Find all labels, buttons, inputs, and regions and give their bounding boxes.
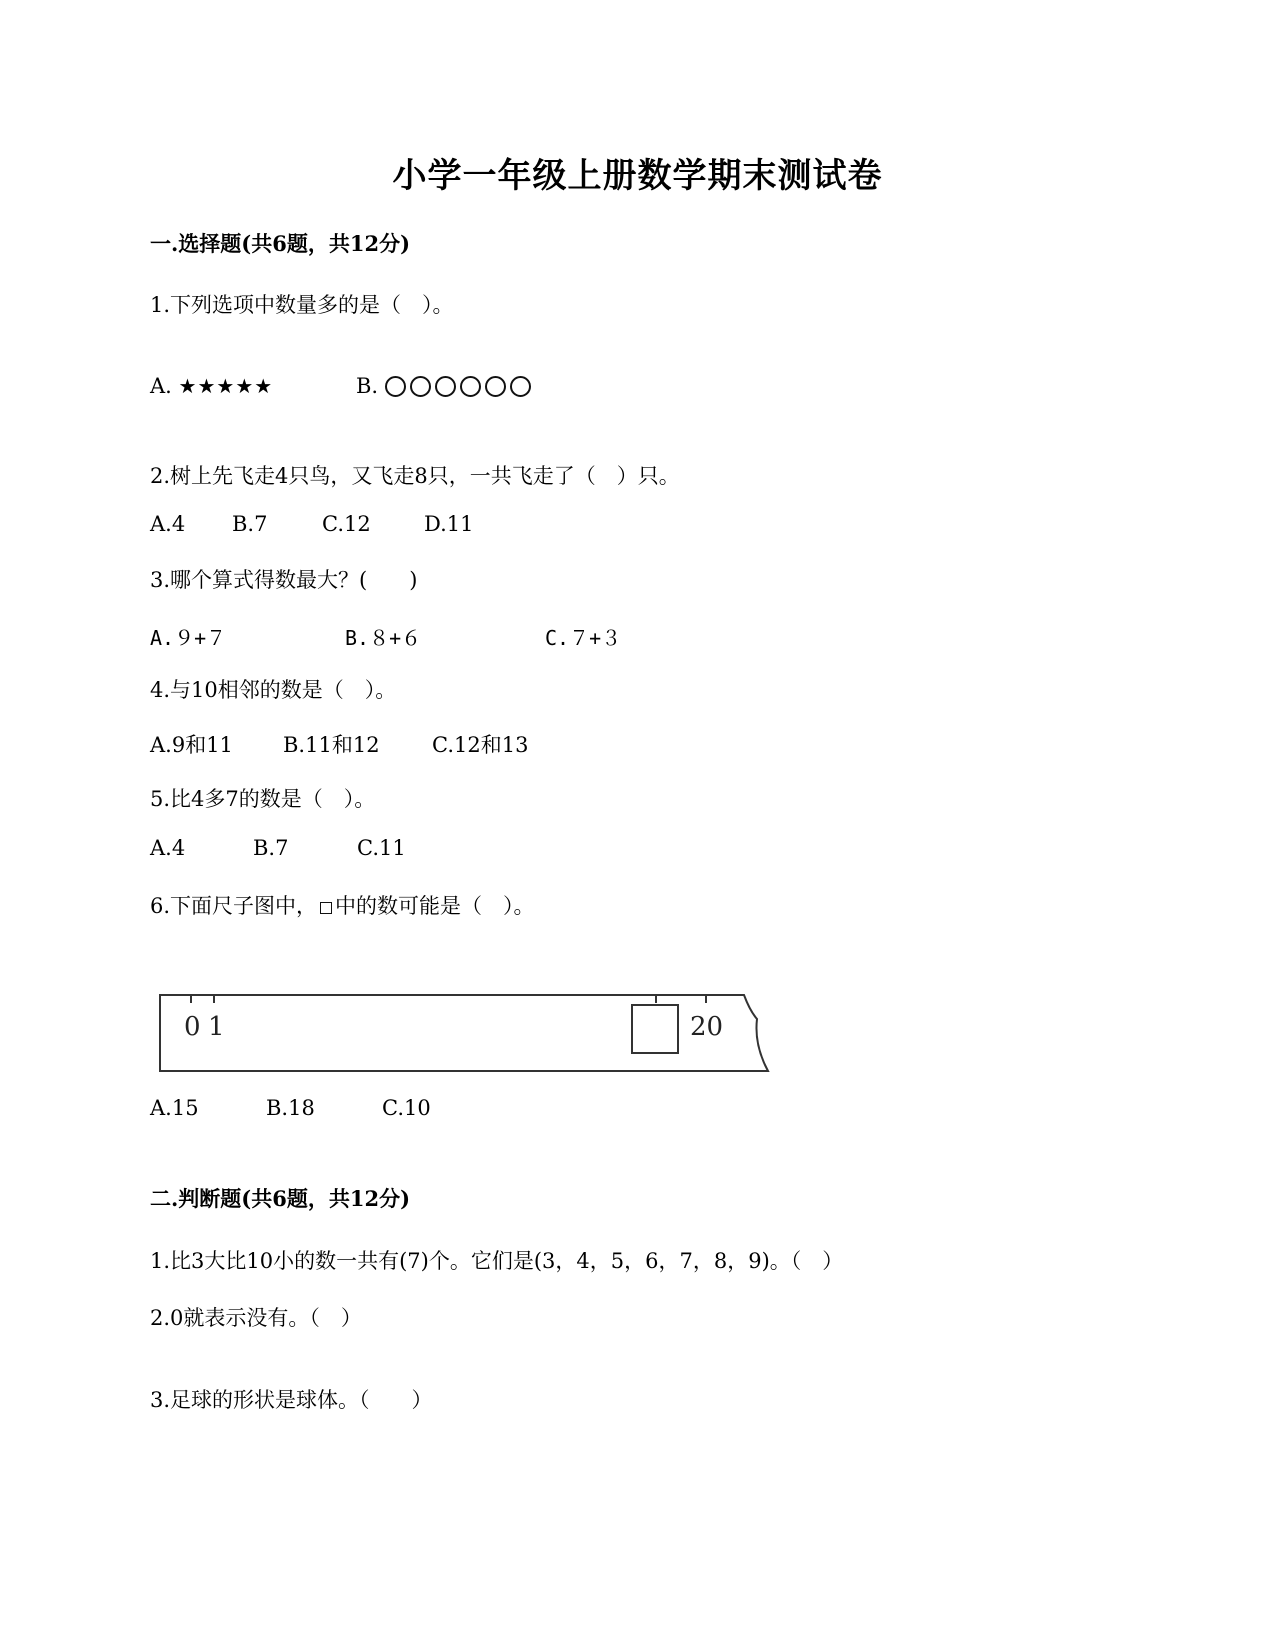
section-heading-choice: 一.选择题(共6题，共12分) (150, 231, 411, 256)
answer-box (632, 1005, 678, 1053)
ruler-label-0: 0 (184, 1012, 201, 1042)
question-6 (150, 890, 535, 920)
circle-icon (385, 376, 406, 397)
q6-text-after: 中的数可能是（ ）。 (335, 894, 535, 918)
q2-option: D.11 (424, 512, 474, 536)
question-4: 4.与10相邻的数是（ ）。 (150, 678, 397, 702)
q1-option-b-label: B. (356, 374, 379, 398)
q2-option: B.7 (232, 512, 268, 536)
box-icon (320, 902, 332, 914)
q6-option: C.10 (382, 1096, 431, 1120)
star-icons: ★★★★★ (178, 374, 274, 398)
q4-option: A.9和11 (150, 733, 233, 757)
circle-icon (485, 376, 506, 397)
q4-option: B.11和12 (283, 733, 380, 757)
judge-item: 3.足球的形状是球体。（ ） (150, 1388, 433, 1412)
judge-item: 2.0就表示没有。（ ） (150, 1306, 362, 1330)
page-title: 小学一年级上册数学期末测试卷 (392, 156, 883, 196)
q2-option: A.4 (150, 512, 186, 536)
q5-option: B.7 (253, 836, 289, 860)
circle-icon (435, 376, 456, 397)
ruler-outline (160, 995, 768, 1071)
question-5: 5.比4多7的数是（ ）。 (150, 787, 376, 811)
q3-option: C.７+３ (545, 626, 622, 650)
q3-option: B.８+６ (345, 626, 422, 650)
circle-icons (385, 374, 535, 398)
q3-option: A.９+７ (150, 626, 227, 650)
circle-icon (510, 376, 531, 397)
q6-option: B.18 (266, 1096, 315, 1120)
ruler-label-1: 1 (208, 1012, 225, 1042)
circle-icon (410, 376, 431, 397)
q2-option: C.12 (322, 512, 371, 536)
q1-option-b (356, 374, 535, 398)
section-heading-judge: 二.判断题(共6题，共12分) (150, 1186, 411, 1211)
circle-icon (460, 376, 481, 397)
q5-option: A.4 (150, 836, 186, 860)
q5-option: C.11 (357, 836, 406, 860)
question-2: 2.树上先飞走4只鸟，又飞走8只，一共飞走了（ ）只。 (150, 464, 680, 488)
q6-option: A.15 (150, 1096, 199, 1120)
question-3: 3.哪个算式得数最大？( ) (150, 568, 418, 592)
q6-text-before: 6.下面尺子图中， (150, 894, 318, 918)
q1-option-a-label: A. (150, 374, 172, 398)
q4-option: C.12和13 (432, 733, 529, 757)
q1-option-a (150, 374, 273, 398)
ruler-figure (150, 985, 770, 1085)
question-1: 1.下列选项中数量多的是（ ）。 (150, 293, 454, 317)
ruler-label-20: 20 (690, 1012, 724, 1042)
judge-item: 1.比3大比10小的数一共有(7)个。它们是(3，4，5，6，7，8，9)。（ ） (150, 1249, 844, 1273)
